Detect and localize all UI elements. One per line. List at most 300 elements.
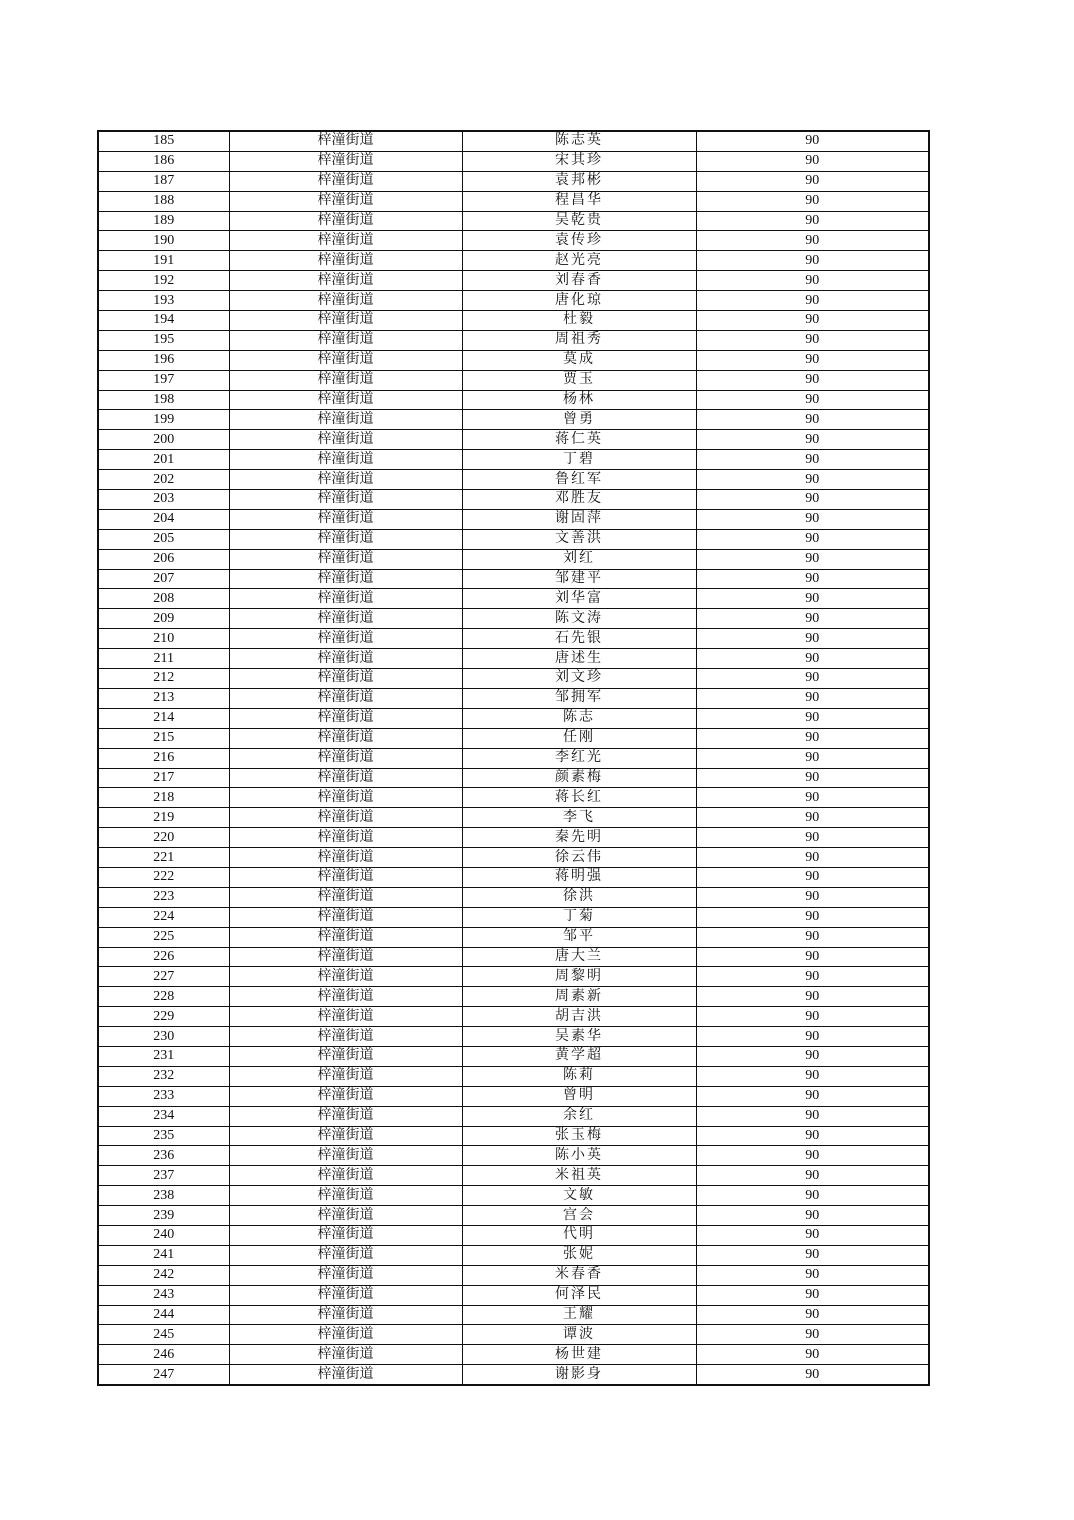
table-row xyxy=(98,708,929,728)
street-cell: 梓潼街道 xyxy=(229,788,462,808)
amount-cell: 90 xyxy=(696,848,929,868)
person-name-cell: 任刚 xyxy=(462,728,696,748)
amount-cell: 90 xyxy=(696,1305,929,1325)
row-number-cell: 204 xyxy=(98,509,229,529)
amount-cell: 90 xyxy=(696,629,929,649)
table-row xyxy=(98,490,929,510)
amount-cell: 90 xyxy=(696,609,929,629)
street-cell: 梓潼街道 xyxy=(229,987,462,1007)
table-row xyxy=(98,1345,929,1365)
person-name-cell: 宋其珍 xyxy=(462,151,696,171)
street-cell: 梓潼街道 xyxy=(229,748,462,768)
street-cell: 梓潼街道 xyxy=(229,350,462,370)
person-name-cell: 杨世建 xyxy=(462,1345,696,1365)
amount-cell: 90 xyxy=(696,151,929,171)
street-cell: 梓潼街道 xyxy=(229,589,462,609)
row-number-cell: 238 xyxy=(98,1186,229,1206)
row-number-cell: 217 xyxy=(98,768,229,788)
street-cell: 梓潼街道 xyxy=(229,867,462,887)
person-name-cell: 贾玉 xyxy=(462,370,696,390)
row-number-cell: 234 xyxy=(98,1106,229,1126)
person-name-cell: 邹拥军 xyxy=(462,688,696,708)
person-name-cell: 杨林 xyxy=(462,390,696,410)
person-name-cell: 唐大兰 xyxy=(462,947,696,967)
roster-table-body xyxy=(98,131,929,1385)
person-name-cell: 莫成 xyxy=(462,350,696,370)
street-cell: 梓潼街道 xyxy=(229,887,462,907)
person-name-cell: 秦先明 xyxy=(462,828,696,848)
table-row xyxy=(98,430,929,450)
table-row xyxy=(98,1265,929,1285)
street-cell: 梓潼街道 xyxy=(229,1325,462,1345)
person-name-cell: 张妮 xyxy=(462,1245,696,1265)
street-cell: 梓潼街道 xyxy=(229,529,462,549)
person-name-cell: 王耀 xyxy=(462,1305,696,1325)
amount-cell: 90 xyxy=(696,1345,929,1365)
street-cell: 梓潼街道 xyxy=(229,768,462,788)
amount-cell: 90 xyxy=(696,251,929,271)
row-number-cell: 189 xyxy=(98,211,229,231)
table-row xyxy=(98,1186,929,1206)
row-number-cell: 247 xyxy=(98,1365,229,1385)
table-row xyxy=(98,808,929,828)
street-cell: 梓潼街道 xyxy=(229,231,462,251)
person-name-cell: 鲁红军 xyxy=(462,470,696,490)
table-row xyxy=(98,131,929,151)
person-name-cell: 余红 xyxy=(462,1106,696,1126)
amount-cell: 90 xyxy=(696,370,929,390)
street-cell: 梓潼街道 xyxy=(229,291,462,311)
amount-cell: 90 xyxy=(696,1166,929,1186)
person-name-cell: 陈小英 xyxy=(462,1146,696,1166)
table-row xyxy=(98,967,929,987)
amount-cell: 90 xyxy=(696,808,929,828)
street-cell: 梓潼街道 xyxy=(229,629,462,649)
row-number-cell: 208 xyxy=(98,589,229,609)
row-number-cell: 246 xyxy=(98,1345,229,1365)
row-number-cell: 211 xyxy=(98,649,229,669)
person-name-cell: 唐化琼 xyxy=(462,291,696,311)
row-number-cell: 213 xyxy=(98,688,229,708)
amount-cell: 90 xyxy=(696,927,929,947)
street-cell: 梓潼街道 xyxy=(229,649,462,669)
person-name-cell: 李红光 xyxy=(462,748,696,768)
street-cell: 梓潼街道 xyxy=(229,1146,462,1166)
amount-cell: 90 xyxy=(696,768,929,788)
table-row xyxy=(98,211,929,231)
person-name-cell: 吴素华 xyxy=(462,1027,696,1047)
table-row xyxy=(98,728,929,748)
amount-cell: 90 xyxy=(696,1126,929,1146)
table-row xyxy=(98,768,929,788)
table-row xyxy=(98,251,929,271)
row-number-cell: 225 xyxy=(98,927,229,947)
row-number-cell: 187 xyxy=(98,171,229,191)
table-row xyxy=(98,867,929,887)
street-cell: 梓潼街道 xyxy=(229,1126,462,1146)
amount-cell: 90 xyxy=(696,728,929,748)
street-cell: 梓潼街道 xyxy=(229,450,462,470)
street-cell: 梓潼街道 xyxy=(229,370,462,390)
street-cell: 梓潼街道 xyxy=(229,1285,462,1305)
amount-cell: 90 xyxy=(696,1365,929,1385)
row-number-cell: 198 xyxy=(98,390,229,410)
person-name-cell: 米祖英 xyxy=(462,1166,696,1186)
amount-cell: 90 xyxy=(696,569,929,589)
row-number-cell: 194 xyxy=(98,311,229,331)
row-number-cell: 186 xyxy=(98,151,229,171)
row-number-cell: 236 xyxy=(98,1146,229,1166)
person-name-cell: 刘文珍 xyxy=(462,669,696,689)
table-row xyxy=(98,311,929,331)
row-number-cell: 202 xyxy=(98,470,229,490)
amount-cell: 90 xyxy=(696,509,929,529)
row-number-cell: 209 xyxy=(98,609,229,629)
row-number-cell: 229 xyxy=(98,1007,229,1027)
amount-cell: 90 xyxy=(696,1265,929,1285)
street-cell: 梓潼街道 xyxy=(229,1106,462,1126)
amount-cell: 90 xyxy=(696,490,929,510)
amount-cell: 90 xyxy=(696,1206,929,1226)
street-cell: 梓潼街道 xyxy=(229,828,462,848)
street-cell: 梓潼街道 xyxy=(229,728,462,748)
amount-cell: 90 xyxy=(696,649,929,669)
amount-cell: 90 xyxy=(696,1245,929,1265)
row-number-cell: 240 xyxy=(98,1225,229,1245)
person-name-cell: 何泽民 xyxy=(462,1285,696,1305)
table-row xyxy=(98,609,929,629)
table-row xyxy=(98,828,929,848)
row-number-cell: 228 xyxy=(98,987,229,1007)
table-row xyxy=(98,191,929,211)
street-cell: 梓潼街道 xyxy=(229,470,462,490)
row-number-cell: 197 xyxy=(98,370,229,390)
table-row xyxy=(98,907,929,927)
amount-cell: 90 xyxy=(696,669,929,689)
row-number-cell: 199 xyxy=(98,410,229,430)
table-row xyxy=(98,1245,929,1265)
table-row xyxy=(98,1066,929,1086)
table-row xyxy=(98,330,929,350)
amount-cell: 90 xyxy=(696,688,929,708)
person-name-cell: 米春香 xyxy=(462,1265,696,1285)
amount-cell: 90 xyxy=(696,1186,929,1206)
table-row xyxy=(98,1206,929,1226)
street-cell: 梓潼街道 xyxy=(229,907,462,927)
amount-cell: 90 xyxy=(696,291,929,311)
street-cell: 梓潼街道 xyxy=(229,509,462,529)
person-name-cell: 唐述生 xyxy=(462,649,696,669)
person-name-cell: 袁邦彬 xyxy=(462,171,696,191)
amount-cell: 90 xyxy=(696,589,929,609)
row-number-cell: 192 xyxy=(98,271,229,291)
table-row xyxy=(98,589,929,609)
table-row xyxy=(98,887,929,907)
person-name-cell: 李飞 xyxy=(462,808,696,828)
amount-cell: 90 xyxy=(696,1225,929,1245)
amount-cell: 90 xyxy=(696,947,929,967)
person-name-cell: 刘春香 xyxy=(462,271,696,291)
person-name-cell: 吴乾贵 xyxy=(462,211,696,231)
table-row xyxy=(98,1046,929,1066)
person-name-cell: 徐洪 xyxy=(462,887,696,907)
street-cell: 梓潼街道 xyxy=(229,708,462,728)
street-cell: 梓潼街道 xyxy=(229,211,462,231)
person-name-cell: 谢固萍 xyxy=(462,509,696,529)
amount-cell: 90 xyxy=(696,1007,929,1027)
amount-cell: 90 xyxy=(696,271,929,291)
row-number-cell: 191 xyxy=(98,251,229,271)
street-cell: 梓潼街道 xyxy=(229,688,462,708)
table-row xyxy=(98,271,929,291)
table-row xyxy=(98,151,929,171)
amount-cell: 90 xyxy=(696,1146,929,1166)
table-row xyxy=(98,947,929,967)
street-cell: 梓潼街道 xyxy=(229,967,462,987)
street-cell: 梓潼街道 xyxy=(229,927,462,947)
row-number-cell: 241 xyxy=(98,1245,229,1265)
row-number-cell: 223 xyxy=(98,887,229,907)
row-number-cell: 233 xyxy=(98,1086,229,1106)
table-row xyxy=(98,688,929,708)
amount-cell: 90 xyxy=(696,529,929,549)
street-cell: 梓潼街道 xyxy=(229,1186,462,1206)
person-name-cell: 袁传珍 xyxy=(462,231,696,251)
person-name-cell: 文善洪 xyxy=(462,529,696,549)
street-cell: 梓潼街道 xyxy=(229,1166,462,1186)
amount-cell: 90 xyxy=(696,231,929,251)
row-number-cell: 226 xyxy=(98,947,229,967)
amount-cell: 90 xyxy=(696,1285,929,1305)
street-cell: 梓潼街道 xyxy=(229,390,462,410)
table-row xyxy=(98,1086,929,1106)
street-cell: 梓潼街道 xyxy=(229,151,462,171)
street-cell: 梓潼街道 xyxy=(229,330,462,350)
row-number-cell: 193 xyxy=(98,291,229,311)
table-row xyxy=(98,748,929,768)
person-name-cell: 张玉梅 xyxy=(462,1126,696,1146)
street-cell: 梓潼街道 xyxy=(229,1027,462,1047)
street-cell: 梓潼街道 xyxy=(229,549,462,569)
row-number-cell: 190 xyxy=(98,231,229,251)
row-number-cell: 243 xyxy=(98,1285,229,1305)
person-name-cell: 陈志英 xyxy=(462,131,696,151)
amount-cell: 90 xyxy=(696,350,929,370)
person-name-cell: 周祖秀 xyxy=(462,330,696,350)
person-name-cell: 陈文涛 xyxy=(462,609,696,629)
street-cell: 梓潼街道 xyxy=(229,1265,462,1285)
row-number-cell: 214 xyxy=(98,708,229,728)
table-row xyxy=(98,669,929,689)
table-row xyxy=(98,1166,929,1186)
row-number-cell: 245 xyxy=(98,1325,229,1345)
amount-cell: 90 xyxy=(696,867,929,887)
street-cell: 梓潼街道 xyxy=(229,1206,462,1226)
table-row xyxy=(98,927,929,947)
person-name-cell: 曾明 xyxy=(462,1086,696,1106)
amount-cell: 90 xyxy=(696,987,929,1007)
table-row xyxy=(98,410,929,430)
person-name-cell: 石先银 xyxy=(462,629,696,649)
street-cell: 梓潼街道 xyxy=(229,609,462,629)
row-number-cell: 222 xyxy=(98,867,229,887)
person-name-cell: 邹平 xyxy=(462,927,696,947)
amount-cell: 90 xyxy=(696,748,929,768)
row-number-cell: 203 xyxy=(98,490,229,510)
row-number-cell: 237 xyxy=(98,1166,229,1186)
table-row xyxy=(98,1146,929,1166)
table-row xyxy=(98,450,929,470)
person-name-cell: 陈莉 xyxy=(462,1066,696,1086)
person-name-cell: 邹建平 xyxy=(462,569,696,589)
row-number-cell: 207 xyxy=(98,569,229,589)
street-cell: 梓潼街道 xyxy=(229,410,462,430)
row-number-cell: 244 xyxy=(98,1305,229,1325)
amount-cell: 90 xyxy=(696,470,929,490)
table-row xyxy=(98,470,929,490)
amount-cell: 90 xyxy=(696,708,929,728)
row-number-cell: 206 xyxy=(98,549,229,569)
street-cell: 梓潼街道 xyxy=(229,251,462,271)
person-name-cell: 周黎明 xyxy=(462,967,696,987)
person-name-cell: 胡吉洪 xyxy=(462,1007,696,1027)
person-name-cell: 代明 xyxy=(462,1225,696,1245)
street-cell: 梓潼街道 xyxy=(229,430,462,450)
table-row xyxy=(98,1225,929,1245)
amount-cell: 90 xyxy=(696,410,929,430)
row-number-cell: 216 xyxy=(98,748,229,768)
table-row xyxy=(98,649,929,669)
row-number-cell: 219 xyxy=(98,808,229,828)
table-row xyxy=(98,529,929,549)
person-name-cell: 蒋长红 xyxy=(462,788,696,808)
street-cell: 梓潼街道 xyxy=(229,1225,462,1245)
person-name-cell: 周素新 xyxy=(462,987,696,1007)
row-number-cell: 232 xyxy=(98,1066,229,1086)
table-row xyxy=(98,171,929,191)
street-cell: 梓潼街道 xyxy=(229,1305,462,1325)
street-cell: 梓潼街道 xyxy=(229,1007,462,1027)
amount-cell: 90 xyxy=(696,430,929,450)
table-row xyxy=(98,1007,929,1027)
person-name-cell: 丁碧 xyxy=(462,450,696,470)
person-name-cell: 徐云伟 xyxy=(462,848,696,868)
row-number-cell: 242 xyxy=(98,1265,229,1285)
street-cell: 梓潼街道 xyxy=(229,947,462,967)
street-cell: 梓潼街道 xyxy=(229,271,462,291)
table-row xyxy=(98,848,929,868)
table-row xyxy=(98,788,929,808)
street-cell: 梓潼街道 xyxy=(229,1345,462,1365)
street-cell: 梓潼街道 xyxy=(229,848,462,868)
person-name-cell: 文敏 xyxy=(462,1186,696,1206)
person-name-cell: 谢影身 xyxy=(462,1365,696,1385)
person-name-cell: 宫会 xyxy=(462,1206,696,1226)
row-number-cell: 239 xyxy=(98,1206,229,1226)
street-cell: 梓潼街道 xyxy=(229,191,462,211)
person-name-cell: 曾勇 xyxy=(462,410,696,430)
table-row xyxy=(98,1285,929,1305)
amount-cell: 90 xyxy=(696,330,929,350)
street-cell: 梓潼街道 xyxy=(229,490,462,510)
amount-cell: 90 xyxy=(696,191,929,211)
person-name-cell: 杜毅 xyxy=(462,311,696,331)
row-number-cell: 215 xyxy=(98,728,229,748)
amount-cell: 90 xyxy=(696,1106,929,1126)
amount-cell: 90 xyxy=(696,1027,929,1047)
amount-cell: 90 xyxy=(696,887,929,907)
person-name-cell: 丁菊 xyxy=(462,907,696,927)
row-number-cell: 230 xyxy=(98,1027,229,1047)
amount-cell: 90 xyxy=(696,907,929,927)
person-name-cell: 蒋明强 xyxy=(462,867,696,887)
table-row xyxy=(98,390,929,410)
person-name-cell: 刘红 xyxy=(462,549,696,569)
row-number-cell: 195 xyxy=(98,330,229,350)
amount-cell: 90 xyxy=(696,171,929,191)
street-cell: 梓潼街道 xyxy=(229,669,462,689)
person-name-cell: 赵光亮 xyxy=(462,251,696,271)
amount-cell: 90 xyxy=(696,1325,929,1345)
row-number-cell: 196 xyxy=(98,350,229,370)
person-name-cell: 程昌华 xyxy=(462,191,696,211)
row-number-cell: 231 xyxy=(98,1046,229,1066)
row-number-cell: 212 xyxy=(98,669,229,689)
row-number-cell: 188 xyxy=(98,191,229,211)
person-name-cell: 蒋仁英 xyxy=(462,430,696,450)
table-row xyxy=(98,629,929,649)
table-row xyxy=(98,370,929,390)
amount-cell: 90 xyxy=(696,211,929,231)
table-row xyxy=(98,1027,929,1047)
street-cell: 梓潼街道 xyxy=(229,171,462,191)
street-cell: 梓潼街道 xyxy=(229,1066,462,1086)
person-name-cell: 陈志 xyxy=(462,708,696,728)
row-number-cell: 201 xyxy=(98,450,229,470)
street-cell: 梓潼街道 xyxy=(229,569,462,589)
amount-cell: 90 xyxy=(696,967,929,987)
row-number-cell: 224 xyxy=(98,907,229,927)
table-row xyxy=(98,1106,929,1126)
person-name-cell: 颜素梅 xyxy=(462,768,696,788)
amount-cell: 90 xyxy=(696,1086,929,1106)
amount-cell: 90 xyxy=(696,131,929,151)
street-cell: 梓潼街道 xyxy=(229,1245,462,1265)
table-row xyxy=(98,569,929,589)
table-row xyxy=(98,1305,929,1325)
amount-cell: 90 xyxy=(696,549,929,569)
street-cell: 梓潼街道 xyxy=(229,131,462,151)
row-number-cell: 185 xyxy=(98,131,229,151)
row-number-cell: 220 xyxy=(98,828,229,848)
row-number-cell: 205 xyxy=(98,529,229,549)
street-cell: 梓潼街道 xyxy=(229,1365,462,1385)
table-row xyxy=(98,1365,929,1385)
street-cell: 梓潼街道 xyxy=(229,311,462,331)
table-row xyxy=(98,1126,929,1146)
table-row xyxy=(98,291,929,311)
row-number-cell: 200 xyxy=(98,430,229,450)
person-name-cell: 谭波 xyxy=(462,1325,696,1345)
amount-cell: 90 xyxy=(696,1066,929,1086)
person-name-cell: 邓胜友 xyxy=(462,490,696,510)
amount-cell: 90 xyxy=(696,788,929,808)
amount-cell: 90 xyxy=(696,450,929,470)
street-cell: 梓潼街道 xyxy=(229,808,462,828)
amount-cell: 90 xyxy=(696,390,929,410)
table-row xyxy=(98,987,929,1007)
roster-table xyxy=(97,130,930,1386)
